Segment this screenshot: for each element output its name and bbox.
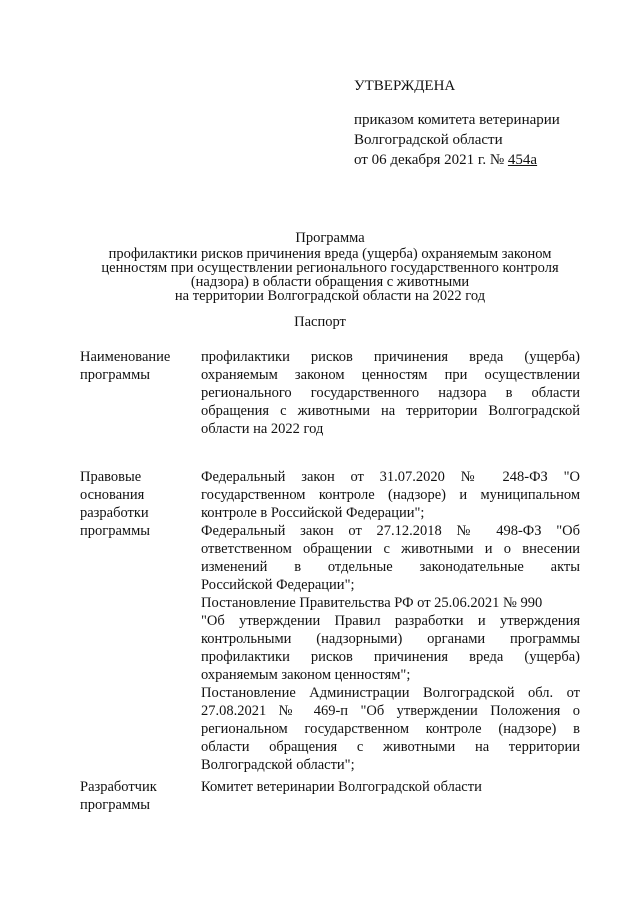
passport-heading: Паспорт	[294, 314, 346, 330]
row-value-line: Федеральный закон от 27.12.2018 № 498-ФЗ "Об	[201, 523, 580, 539]
row-value-line: профилактики рисков причинения вреда (ущерба)	[201, 349, 580, 365]
program-title-line: профилактики рисков причинения вреда (ущерба) охраняемым законом	[108, 246, 552, 262]
row-value-line: контроле в Российской Федерации";	[201, 505, 425, 521]
program-title-line: ценностям при осуществлении регионального государственного контроля	[101, 260, 559, 276]
row-value	[201, 348, 580, 438]
row-label-line: программы	[80, 367, 150, 383]
row-value-line: контрольными (надзорными) органами программы	[201, 631, 580, 647]
row-value-line: области на 2022 год	[201, 421, 324, 437]
row-label-line: основания	[80, 487, 145, 503]
row-value-line: изменений в отдельные законодательные акты	[201, 559, 580, 575]
row-value-line: Федеральный закон от 31.07.2020 № 248-ФЗ "О	[201, 469, 580, 485]
row-value	[201, 468, 580, 774]
row-value-line: охраняемым законом ценностям при осуществлении	[201, 367, 580, 383]
row-label-line: Правовые	[80, 469, 142, 485]
row-value-line: 27.08.2021 № 469-п "Об утверждении Положения о	[201, 703, 580, 719]
row-label	[80, 348, 195, 384]
row-value-line: Российской Федерации";	[201, 577, 355, 593]
row-label	[80, 468, 195, 540]
approval-region-line: Волгоградской области	[354, 132, 503, 148]
program-title	[60, 231, 600, 303]
row-value-line: "Об утверждении Правил разработки и утверждения	[201, 613, 580, 629]
row-value-line: Волгоградской области";	[201, 757, 355, 773]
row-value-line: области обращения с животными на территории	[201, 739, 580, 755]
row-value-line: Комитет ветеринарии Волгоградской области	[201, 779, 482, 795]
row-value-line: профилактики рисков причинения вреда (ущерба)	[201, 649, 580, 665]
row-value	[201, 778, 580, 796]
row-value-line: охраняемым законом ценностям";	[201, 667, 411, 683]
program-title-line: (надзора) в области обращения с животными	[190, 274, 470, 290]
row-label	[80, 778, 195, 814]
row-label-line: программы	[80, 797, 150, 813]
row-value-line: обращения с животными на территории Волгоградской	[201, 403, 580, 419]
approval-date: от 06 декабря 2021 г. №	[354, 152, 508, 168]
row-value-line: ответственном обращении с животными и о внесении	[201, 541, 580, 557]
row-label-line: Наименование	[80, 349, 171, 365]
row-label-line: Разработчик	[80, 779, 157, 795]
row-value-line: региональном государственном контроле (надзоре) в	[201, 721, 580, 737]
approval-order-number: 454а	[507, 152, 538, 168]
program-title-line: на территории Волгоградской области на 2022 год	[174, 288, 486, 304]
row-value-line: регионального государственного надзора в области	[201, 385, 580, 401]
row-label-line: программы	[80, 523, 150, 539]
approval-date-line	[354, 150, 560, 170]
program-title-word: Программа	[295, 230, 365, 246]
row-value-line: Постановление Администрации Волгоградской обл. от	[201, 685, 580, 701]
approved-heading: УТВЕРЖДЕНА	[354, 78, 456, 94]
approval-order-line: приказом комитета ветеринарии	[354, 112, 560, 128]
approval-stamp	[354, 76, 560, 170]
row-value-line: государственном контроле (надзоре) и муниципальном	[201, 487, 580, 503]
row-value-line: Постановление Правительства РФ от 25.06.2021 № 990	[201, 595, 543, 611]
row-label-line: разработки	[80, 505, 149, 521]
